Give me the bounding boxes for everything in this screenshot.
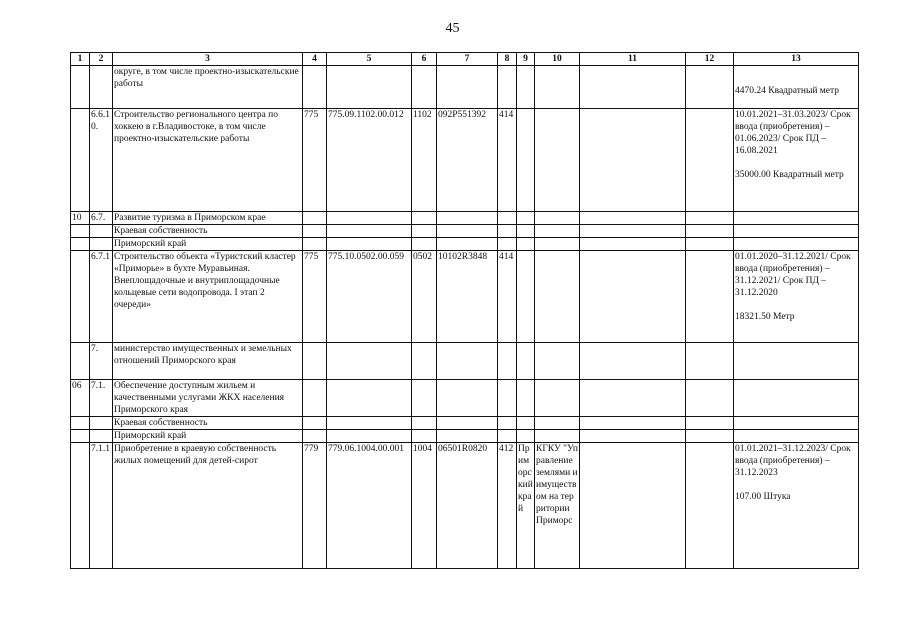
row-name: Строительство объекта «Туристский кластер «Приморье» в бухте Муравьиная. Внеплощадочные и внутриплощадочные кольцевые сети водопровода. I этап 2 очереди»	[113, 251, 303, 343]
row-builder: КГКУ "Управление землями и имуществом на территории Приморс	[535, 443, 580, 569]
col-header-7: 7	[437, 53, 498, 66]
row-code: 6.7.	[90, 212, 113, 225]
col-header-1: 1	[71, 53, 90, 66]
col-header-6: 6	[412, 53, 437, 66]
row-expense-type: 414	[498, 251, 517, 343]
row-target-article: 092P551392	[437, 109, 498, 212]
budget-table	[70, 52, 859, 569]
col-header-4: 4	[303, 53, 327, 66]
row-index: 10	[71, 212, 90, 225]
row-period: 4470.24 Квадратный метр	[734, 66, 859, 109]
table-row	[71, 109, 859, 212]
row-code: 7.	[90, 343, 113, 380]
row-object-code: 779.06.1004.00.001	[327, 443, 412, 569]
row-name: Краевая собственность	[113, 225, 303, 238]
table-row	[71, 66, 859, 109]
row-code: 7.1.1	[90, 443, 113, 569]
header-row	[71, 53, 859, 66]
page-number: 45	[445, 21, 460, 36]
table-row	[71, 251, 859, 343]
col-header-13: 13	[734, 53, 859, 66]
row-period: 01.01.2021–31.12.2023/ Срок ввода (приобретения) – 31.12.2023 107.00 Штука	[734, 443, 859, 569]
row-name: округе, в том числе проектно-изыскательские работы	[113, 66, 303, 109]
row-target-article: 10102R3848	[437, 251, 498, 343]
table-row	[71, 343, 859, 380]
row-grbs: 775	[303, 109, 327, 212]
row-code: 6.6.10.	[90, 109, 113, 212]
row-period: 10.01.2021–31.03.2023/ Срок ввода (приобретения) – 01.06.2023/ Срок ПД – 16.08.2021 35000.00 Квадратный метр	[734, 109, 859, 212]
row-code: 6.7.1	[90, 251, 113, 343]
row-target-article: 06501R0820	[437, 443, 498, 569]
row-expense-type: 412	[498, 443, 517, 569]
row-object-code: 775.10.0502.00.059	[327, 251, 412, 343]
row-name: Строительство регионального центра по хоккею в г.Владивостоке, в том числе проектно-изыскательские работы	[113, 109, 303, 212]
table-row	[71, 238, 859, 251]
row-object-code: 775.09.1102.00.012	[327, 109, 412, 212]
col-header-3: 3	[113, 53, 303, 66]
row-section: 1102	[412, 109, 437, 212]
row-section: 1004	[412, 443, 437, 569]
row-index: 06	[71, 380, 90, 417]
row-period: 01.01.2020–31.12.2021/ Срок ввода (приобретения) – 31.12.2021/ Срок ПД – 31.12.2020 18321.50 Метр	[734, 251, 859, 343]
row-name: Приобретение в краевую собственность жилых помещений для детей-сирот	[113, 443, 303, 569]
col-header-8: 8	[498, 53, 517, 66]
table-row	[71, 380, 859, 417]
row-name: Обеспечение доступным жильем и качественными услугами ЖКХ населения Приморского края	[113, 380, 303, 417]
row-grbs: 779	[303, 443, 327, 569]
table-row	[71, 417, 859, 430]
row-name: Приморский край	[113, 430, 303, 443]
col-header-2: 2	[90, 53, 113, 66]
table-row	[71, 430, 859, 443]
table-row	[71, 212, 859, 225]
row-expense-type: 414	[498, 109, 517, 212]
row-code: 7.1.	[90, 380, 113, 417]
col-header-5: 5	[327, 53, 412, 66]
row-name: министерство имущественных и земельных отношений Приморского края	[113, 343, 303, 380]
row-name: Приморский край	[113, 238, 303, 251]
col-header-9: 9	[517, 53, 535, 66]
row-name: Развитие туризма в Приморском крае	[113, 212, 303, 225]
col-header-11: 11	[580, 53, 686, 66]
row-customer: Приморский край	[517, 443, 535, 569]
row-section: 0502	[412, 251, 437, 343]
col-header-12: 12	[686, 53, 734, 66]
col-header-10: 10	[535, 53, 580, 66]
table-row	[71, 225, 859, 238]
table-row	[71, 443, 859, 569]
row-name: Краевая собственность	[113, 417, 303, 430]
row-grbs: 775	[303, 251, 327, 343]
